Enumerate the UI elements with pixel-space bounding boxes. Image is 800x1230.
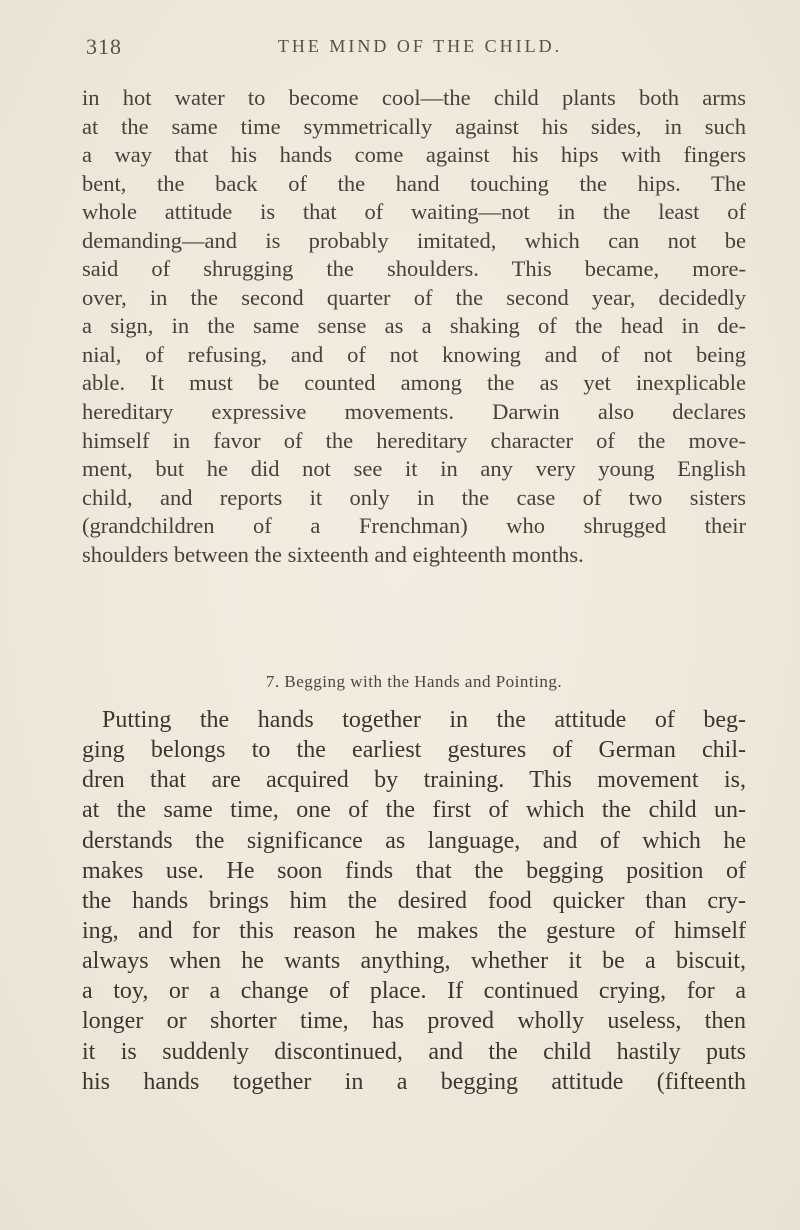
text-line: bent, the back of the hand touching the hips. The	[82, 170, 746, 196]
continued-paragraph	[82, 84, 746, 569]
text-line: said of shrugging the shoulders. This became, more-	[82, 256, 746, 282]
text-line: himself in favor of the hereditary character of the move-	[82, 427, 746, 453]
text-line: his hands together in a begging attitude (fifteenth	[82, 1068, 746, 1095]
section-heading: 7. Begging with the Hands and Pointing.	[265, 672, 563, 691]
text-line: (grandchildren of a Frenchman) who shrugged their	[82, 513, 746, 539]
text-line: child, and reports it only in the case of two sisters	[82, 484, 746, 510]
section-paragraph	[82, 705, 746, 1097]
text-line: hereditary expressive movements. Darwin also declares	[82, 399, 746, 425]
text-line: a way that his hands come against his hips with fingers	[82, 142, 746, 168]
text-line: in hot water to become cool—the child plants both arms	[82, 85, 746, 110]
running-head: THE MIND OF THE CHILD.	[277, 36, 563, 56]
text-line: ging belongs to the earliest gestures of German chil-	[82, 737, 746, 764]
text-line: the hands brings him the desired food quicker than cry-	[82, 887, 746, 914]
page-header	[80, 34, 730, 74]
text-line: ment, but he did not see it in any very young English	[82, 456, 746, 482]
text-line: dren that are acquired by training. This movement is,	[82, 767, 746, 794]
text-line: whole attitude is that of waiting—not in the least of	[82, 199, 746, 225]
text-line: ing, and for this reason he makes the gesture of himself	[82, 917, 746, 944]
text-line: derstands the significance as language, and of which he	[82, 827, 746, 854]
page-number: 318	[86, 34, 122, 59]
text-line: Putting the hands together in the attitude of beg-	[102, 707, 746, 733]
text-line: it is suddenly discontinued, and the child hastily puts	[82, 1038, 746, 1065]
text-line: makes use. He soon finds that the begging position of	[82, 857, 746, 884]
text-line: at the same time, one of the first of which the child un-	[82, 797, 746, 824]
text-line: a sign, in the same sense as a shaking of the head in de-	[82, 313, 746, 339]
text-line: a toy, or a change of place. If continued crying, for a	[82, 978, 746, 1005]
text-line: demanding—and is probably imitated, which can not be	[82, 227, 746, 253]
text-line: longer or shorter time, has proved wholly useless, then	[82, 1008, 746, 1035]
text-line: at the same time symmetrically against his sides, in such	[82, 113, 746, 139]
text-line: always when he wants anything, whether it be a biscuit,	[82, 948, 746, 975]
text-line: shoulders between the sixteenth and eighteenth months.	[82, 541, 584, 567]
text-line: over, in the second quarter of the second year, decidedly	[82, 284, 746, 310]
text-line: nial, of refusing, and of not knowing and of not being	[82, 341, 746, 367]
text-line: able. It must be counted among the as yet inexplicable	[82, 370, 746, 396]
